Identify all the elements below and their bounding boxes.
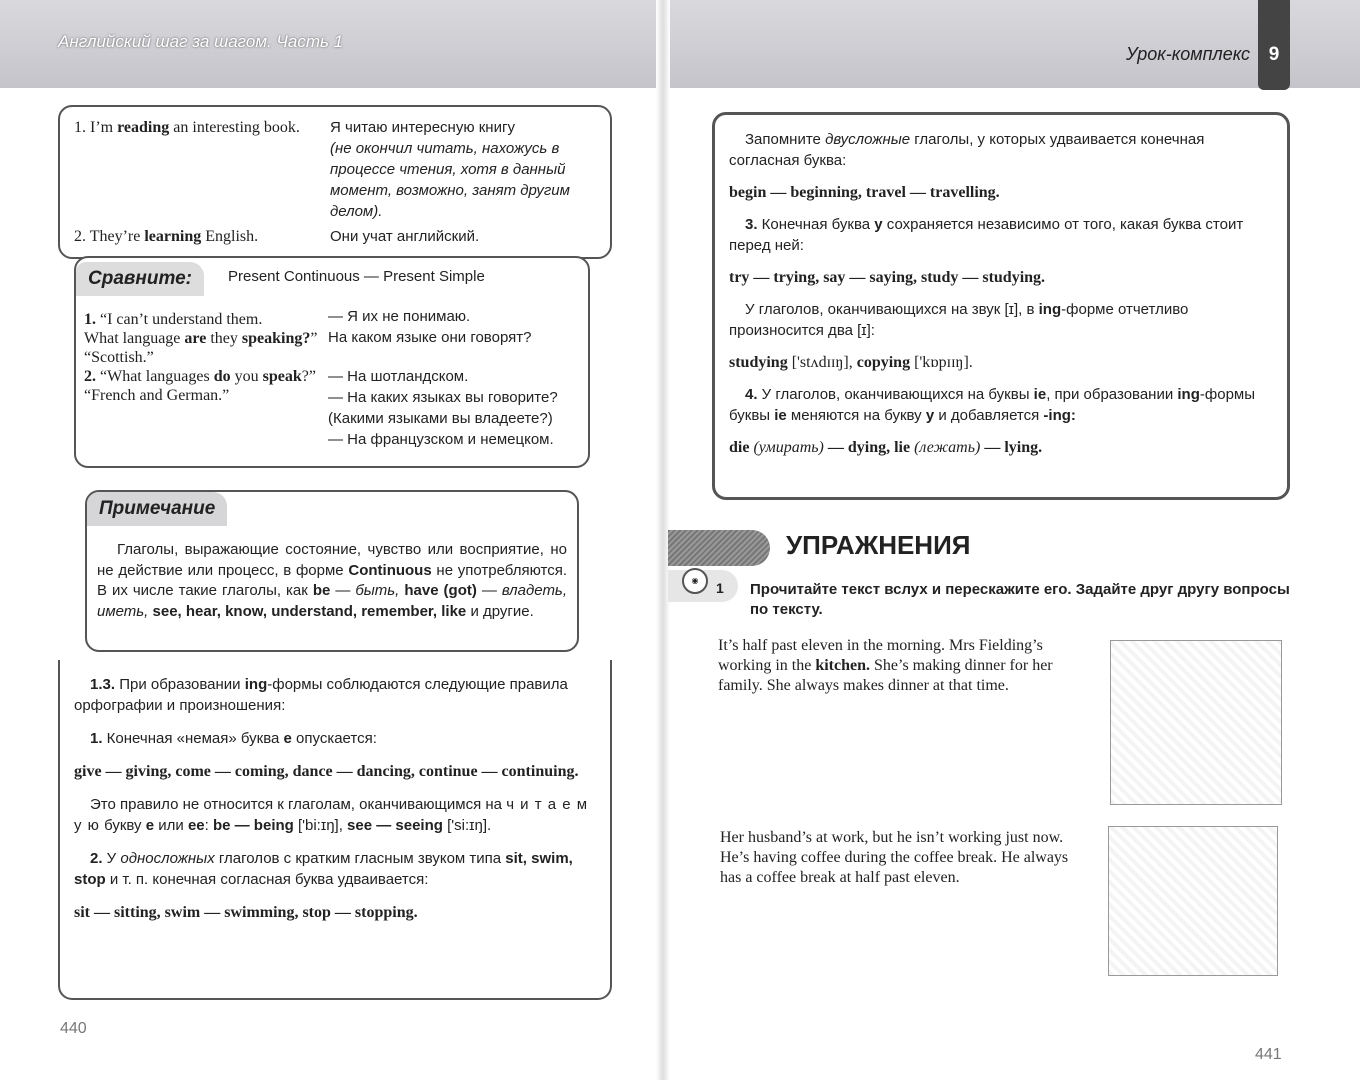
text-segment: be [312,582,331,599]
text-segment: It’s half past eleven in the morning. Mrs Fielding’s working in the [718,637,1043,674]
rules-box [58,660,612,1000]
text-segment: Конечная «немая» буква [102,730,284,747]
text-segment: they [206,330,242,347]
text-segment: При образовании [115,676,245,693]
compare-title: Present Continuous — Present Simple [228,268,485,285]
text-segment: — [330,582,356,599]
text-segment: и т. п. конечная согласная буква удваивается: [105,871,429,888]
text-segment: не употребляются. В их числе такие глаголы, как [97,561,567,599]
ru-line: На каком языке они говорят? [328,329,532,346]
example-1-ru: Я читаю интересную книгу [330,119,515,136]
text-segment: y [925,407,935,424]
text-segment: 1. I’m [74,119,118,136]
text-segment: ie [774,407,787,424]
text-segment: меняются на букву [786,407,926,424]
ru-line [328,348,588,366]
compare-box [74,256,590,468]
right-page-header [668,0,1360,88]
rules-box-continued [712,112,1290,500]
rule-1-exception [74,794,596,836]
text-segment: владеть, иметь, [97,582,567,620]
page-number-left: 440 [60,1020,87,1037]
text-segment: learning [144,228,202,245]
compare-russian [328,306,588,450]
text-segment: She’s making dinner for her family. She always makes dinner at that time. [718,657,1053,694]
text-segment: you [230,368,263,385]
rule-1-example: give — giving, come — coming, dance — dancing, continue — continuing. [74,763,579,780]
text-segment: односложных [120,850,215,867]
double-consonant-example [729,182,1273,203]
text-segment: Это правило не относится к глаголам, оканчивающимся на [90,796,507,813]
text-segment: y [874,216,883,233]
text-segment: опускается: [291,730,377,747]
text-segment: Her husband’s at work, but he isn’t working just now. He’s having coffee during the coffee break. He always has a coffee break at half past eleven. [720,829,1069,886]
text-segment: быть, [355,582,400,599]
text-segment: ?” “French and German.” [84,368,316,404]
rule-3-pronunciation [729,299,1273,341]
rule-intro [74,674,596,716]
chapter-tab: 9 [1258,0,1290,90]
text-segment: 1.3. [90,676,116,693]
text-segment: Конечная буква [757,216,875,233]
rule-2 [74,848,596,890]
text-segment: an interesting book. [169,119,300,136]
text-segment: и другие. [466,602,534,620]
text-segment: have (got) [404,582,477,599]
text-segment: are [184,330,207,347]
text-segment: ee [187,817,205,834]
ru-line: — На шотландском. [328,368,469,385]
text-segment: “What languages [100,368,214,385]
text-segment: copying [856,354,911,371]
exercise-instruction: Прочитайте текст вслух и перескажите его. Задайте друг другу вопросы по тексту. [750,581,1290,618]
book-title: Английский шаг за шагом. Часть 1 [58,32,344,51]
exercises-title: УПРАЖНЕНИЯ [786,530,971,560]
example-1-ru-group [330,117,610,222]
text-segment: e [283,730,292,747]
text-segment: reading [117,119,170,136]
text-segment: (умирать) [749,439,824,456]
man-coffee-illustration [1108,826,1278,976]
ru-line: — На каких языках вы говорите? [328,389,558,406]
text-segment: — [476,582,502,599]
text-segment: 2. [84,368,100,385]
section-title: Урок-комплекс [1125,44,1250,64]
text-segment: ie [1033,386,1047,403]
compare-tag: Сравните: [76,262,204,296]
text-segment: be — being [212,817,294,834]
text-segment: see — seeing [347,817,443,834]
text-segment: ['kɒpɪɪŋ]. [910,354,973,371]
text-segment: У глаголов, оканчивающихся на звук [ɪ], в [745,301,1039,318]
text-segment: глаголов с кратким гласным звуком типа [214,850,506,867]
rule-3 [729,214,1273,256]
text-segment: “I can’t understand them. What language [84,311,263,347]
section-band [668,530,770,566]
text-segment: 2. They’re [74,228,145,245]
example-2-ru: Они учат английский. [330,228,480,245]
text-segment: 1. [90,730,103,747]
text-segment: ing [1038,301,1062,318]
note-box [85,490,579,652]
note-tag: Примечание [87,492,227,526]
text-segment: ing [244,676,268,693]
text-segment: У [102,850,121,867]
text-segment: e [145,817,155,834]
text-segment: ч и т а е м у ю [74,796,589,834]
text-segment: do [213,368,231,385]
text-segment: двусложные [825,131,911,148]
text-segment: ing [1177,386,1200,403]
text-segment: -форме отчетливо произносится два [ɪ]: [729,301,1189,339]
text-segment: speaking? [241,330,311,347]
rule-2-example: sit — sitting, swim — swimming, stop — stopping. [74,904,418,921]
text-segment: ” “Scottish.” [84,330,318,366]
text-segment: Continuous [348,561,432,579]
ru-line: — Я их не понимаю. [328,308,471,325]
text-segment: или [154,817,188,834]
text-segment: 4. [745,386,758,403]
example-1-en [74,117,310,222]
text-segment: -ing: [1043,407,1076,424]
example-box [58,105,612,259]
exercise-text-1 [718,636,1080,696]
ru-line: — На французском и немецком. [328,431,554,448]
compare-english [84,310,324,405]
ru-line: (Какими языками вы владеете?) [328,410,553,427]
page-number-right: 441 [1255,1046,1282,1063]
text-segment: begin — beginning, travel — travelling. [729,184,1000,201]
exercise-text-2 [720,828,1080,888]
text-segment: -формы соблюдаются следующие правила орфографии и произношения: [74,676,568,714]
text-segment: sit, swim, stop [74,850,573,888]
left-page-header [0,0,660,88]
text-segment: ['bi:ɪŋ], [293,817,348,834]
text-segment: see, hear, know, understand, remember, like [152,602,467,620]
text-segment: — lying. [980,439,1043,456]
text-segment: kitchen. [815,657,870,674]
text-segment: ['si:ɪŋ]. [442,817,492,834]
rule-3-example [729,267,1273,288]
example-1-note: (не окончил читать, нахожусь в процессе чтения, хотя в данный момент, возможно, занят другим делом). [330,140,570,220]
text-segment: 3. [745,216,758,233]
text-segment: — dying, lie [823,439,911,456]
text-segment: и добавляется [934,407,1044,424]
exercise-number: 1 [716,580,724,596]
rule-4-example [729,437,1273,458]
text-segment: У глаголов, оканчивающихся на буквы [757,386,1034,403]
text-segment: -формы буквы [729,386,1256,424]
text-segment: Запомните [745,131,826,148]
rule-4 [729,384,1273,426]
double-consonant-rule [729,129,1273,171]
text-segment: букву [99,817,146,834]
text-segment: English. [201,228,259,245]
note-text [97,540,567,622]
text-segment: (лежать) [910,439,981,456]
rule-1 [74,728,596,749]
text-segment: 2. [90,850,103,867]
text-segment: , при образовании [1046,386,1178,403]
text-segment: die [729,439,750,456]
text-segment: 1. [84,311,100,328]
text-segment: Глаголы, выражающие состояние, чувство или восприятие, но не действие или процесс, в форме [97,541,567,579]
rule-3-pronunciation-example [729,352,1273,373]
text-segment: : [204,817,213,834]
text-segment: studying [729,354,788,371]
text-segment: try — trying, say — saying, study — studying. [729,269,1046,286]
text-segment: глаголы, у которых удваивается конечная согласная буква: [729,131,1205,169]
text-segment: speak [262,368,302,385]
text-segment: ['stʌdɪɪŋ], [787,354,857,371]
example-2-en [74,226,310,247]
text-segment: сохраняется независимо от того, какая буква стоит перед ней: [729,216,1244,254]
cd-icon: ◉ [682,568,708,594]
woman-cooking-illustration [1110,640,1282,805]
